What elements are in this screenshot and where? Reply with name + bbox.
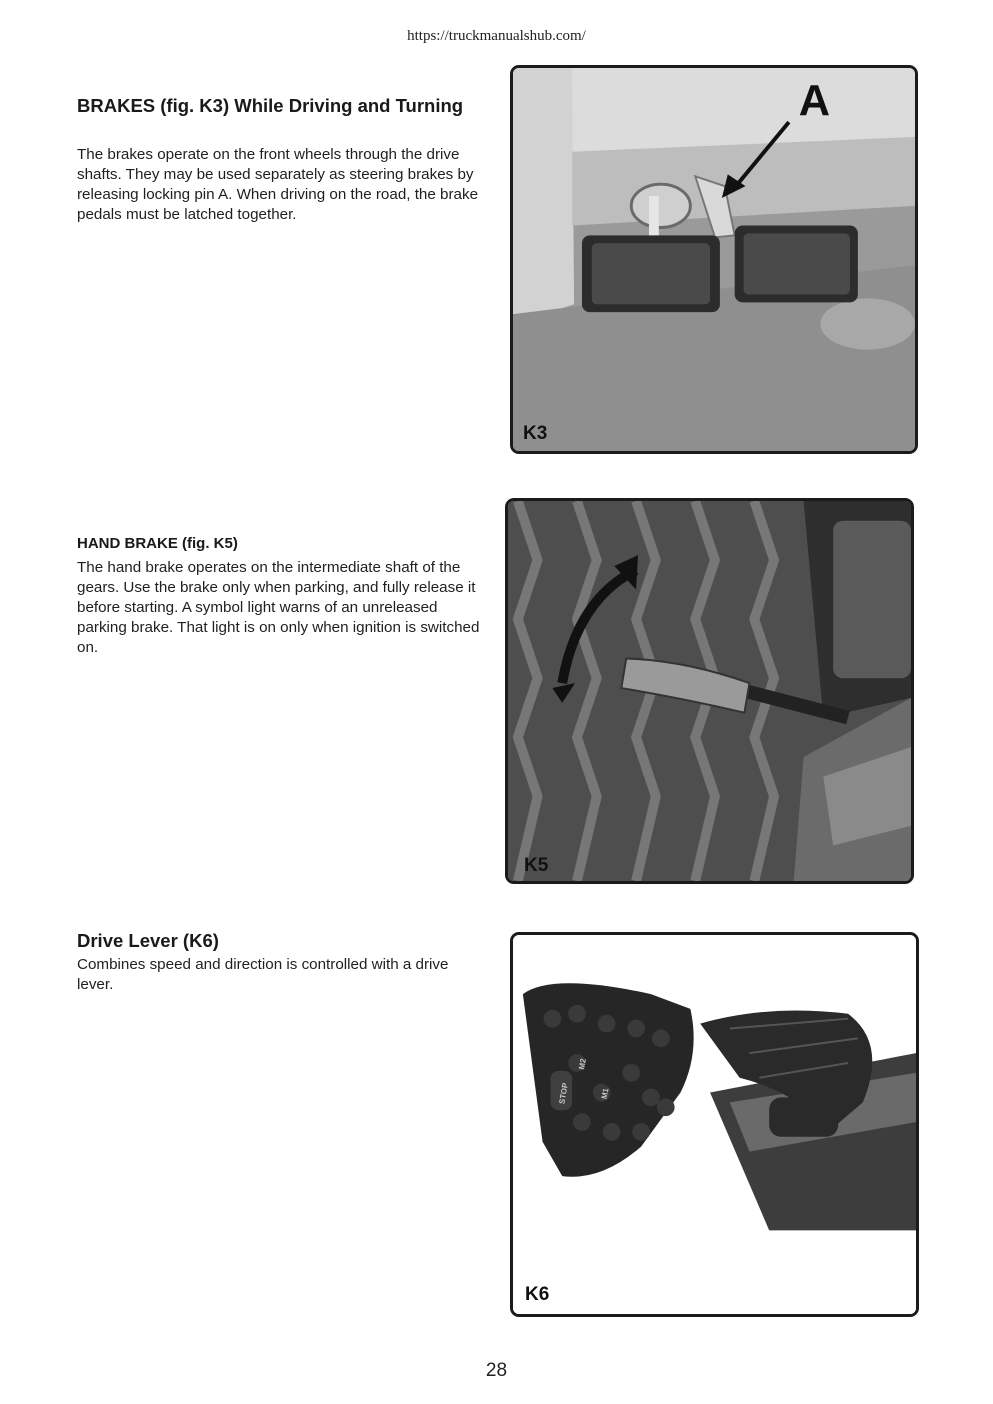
page-number: 28	[485, 1360, 508, 1381]
drive-lever-illustration	[513, 935, 916, 1314]
figure-label-k3: K3	[523, 423, 548, 444]
drive-lever-body: Combines speed and direction is controlled with a drive lever.	[77, 956, 449, 993]
figure-label-k5: K5	[524, 855, 549, 876]
brake-pedals-illustration	[513, 68, 915, 451]
m2-button-label: M2	[577, 1057, 588, 1071]
drive-lever-title: Drive Lever (K6)	[77, 930, 219, 951]
figure-k3-brake-pedals	[510, 65, 918, 454]
header-url: https://truckmanualshub.com/	[407, 28, 586, 44]
hand-brake-body: The hand brake operates on the intermediate shaft of the gears. Use the brake only when parking, and fully release it before starting. A symbol light warns of an unreleased parking brake. That light is on only when ignition is switched on.	[77, 559, 480, 656]
m1-button-label: M1	[599, 1087, 611, 1100]
stop-button-label: STOP	[557, 1082, 570, 1105]
callout-a: A	[798, 77, 831, 126]
hand-brake-title: HAND BRAKE (fig. K5)	[77, 535, 238, 552]
brakes-title: BRAKES (fig. K3) While Driving and Turning	[77, 95, 464, 116]
figure-k5-hand-brake	[505, 498, 914, 884]
hand-brake-illustration	[508, 501, 911, 881]
figure-label-k6: K6	[525, 1284, 550, 1305]
brakes-body: The brakes operate on the front wheels through the drive shafts. They may be used separately as steering brakes by releasing locking pin A. When driving on the road, the brake pedals must be latched together.	[77, 146, 479, 223]
figure-k6-drive-lever	[510, 932, 919, 1317]
